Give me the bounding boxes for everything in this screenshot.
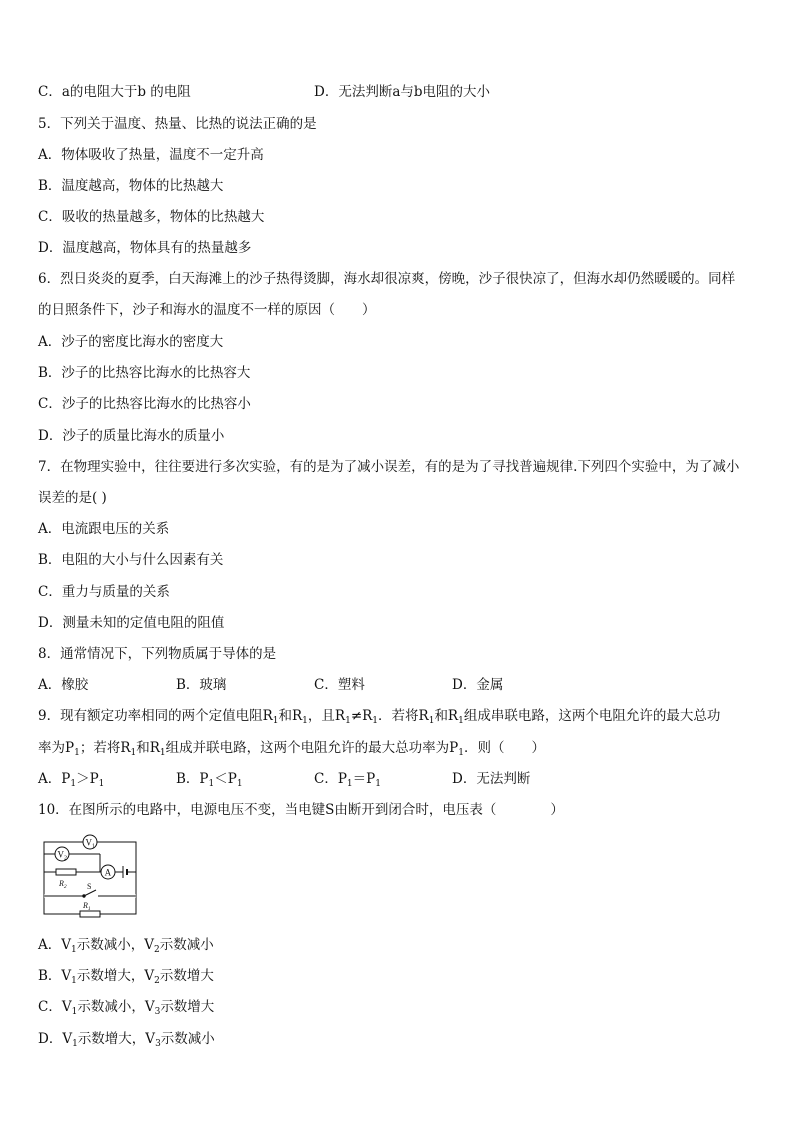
v2-label: $V_2$ xyxy=(57,849,67,862)
q7-option-b: B．电阻的大小与什么因素有关 xyxy=(38,552,224,568)
q10-option-b: B．$V_1$示数增大，$V_2$示数增大 xyxy=(38,968,214,986)
q8-option-d: D．金属 xyxy=(452,677,504,693)
q9-option-d: D．无法判断 xyxy=(452,771,531,787)
q7-option-d: D．测量未知的定值电阻的阻值 xyxy=(38,615,225,631)
q6-option-d: D．沙子的质量比海水的质量小 xyxy=(38,428,225,444)
q4-option-c: C．a的电阻大于b 的电阻 xyxy=(38,84,191,100)
q6-option-b: B．沙子的比热容比海水的比热容大 xyxy=(38,365,251,381)
q5-option-a: A．物体吸收了热量，温度不一定升高 xyxy=(38,147,264,163)
q6-option-c: C．沙子的比热容比海水的比热容小 xyxy=(38,396,251,412)
r2-label: $R_2$ xyxy=(59,879,67,890)
q7-option-a: A．电流跟电压的关系 xyxy=(38,521,170,537)
q7-stem-line2: 误差的是( ) xyxy=(38,490,107,506)
q9-option-b: B．$P_1<P_1$ xyxy=(176,771,243,789)
q5-option-b: B．温度越高，物体的比热越大 xyxy=(38,178,224,194)
q5-stem: 5．下列关于温度、热量、比热的说法正确的是 xyxy=(38,116,317,132)
q6-stem-line1: 6．烈日炎炎的夏季，白天海滩上的沙子热得烫脚，海水却很凉爽，傍晚，沙子很快凉了，但海水却仍然暖暖的。同样 xyxy=(38,271,736,287)
q10-stem: 10．在图所示的电路中，电源电压不变，当电键S由断开到闭合时，电压表（ ） xyxy=(38,802,564,818)
ammeter-label: A xyxy=(104,867,112,878)
r1-label: $R_1$ xyxy=(83,901,91,912)
q6-option-a: A．沙子的密度比海水的密度大 xyxy=(38,334,224,350)
switch-label: S xyxy=(87,882,92,891)
q7-stem-line1: 7．在物理实验中，往往要进行多次实验，有的是为了减小误差，有的是为了寻找普遍规律.下列四个实验中，为了减小 xyxy=(38,459,740,475)
circuit-diagram xyxy=(40,832,140,920)
q10-option-c: C．$V_1$示数减小，$V_3$示数增大 xyxy=(38,999,215,1017)
q8-option-c: C．塑料 xyxy=(314,677,365,693)
q9-option-a: A．$P_1>P_1$ xyxy=(38,771,105,789)
q9-stem-line1: 9．现有额定功率相同的两个定值电阻$R_1$和$R_1$，且$R_1\ne R_1$．若将$R_1$和$R_1$组成串联电路，这两个电阻允许的最大总功 xyxy=(38,708,721,726)
q10-option-a: A．$V_1$示数减小，$V_2$示数减小 xyxy=(38,937,214,955)
q5-option-d: D．温度越高，物体具有的热量越多 xyxy=(38,240,252,256)
q9-option-c: C．$P_1=P_1$ xyxy=(314,771,381,789)
q8-stem: 8．通常情况下，下列物质属于导体的是 xyxy=(38,646,277,662)
q8-option-b: B．玻璃 xyxy=(176,677,227,693)
q5-option-c: C．吸收的热量越多，物体的比热越大 xyxy=(38,209,265,225)
q9-stem-line2: 率为$P_1$；若将$R_1$和$R_1$组成并联电路，这两个电阻允许的最大总功率为$P_1$．则（ ） xyxy=(38,740,545,758)
q8-option-a: A．橡胶 xyxy=(38,677,89,693)
v1-label: $V_1$ xyxy=(85,837,95,850)
q6-stem-line2: 的日照条件下，沙子和海水的温度不一样的原因（ ） xyxy=(38,302,376,318)
switch-pivot xyxy=(83,895,85,897)
q4-option-d: D．无法判断a与b电阻的大小 xyxy=(314,84,491,100)
q10-option-d: D．$V_1$示数增大，$V_3$示数减小 xyxy=(38,1031,215,1049)
resistor-r2 xyxy=(56,869,76,875)
q7-option-c: C．重力与质量的关系 xyxy=(38,584,170,600)
